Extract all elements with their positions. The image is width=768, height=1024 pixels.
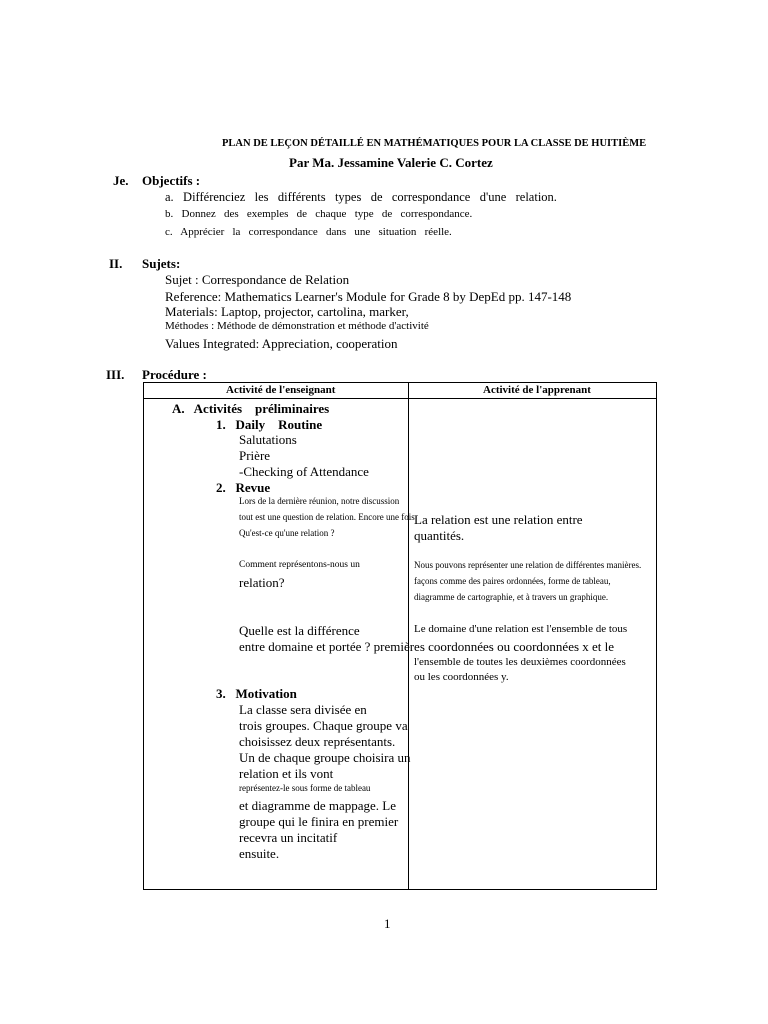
routine-item: -Checking of Attendance — [239, 464, 369, 479]
revue-line: tout est une question de relation. Encore une fois — [239, 512, 415, 522]
motivation-line: et diagramme de mappage. Le — [239, 798, 397, 813]
subjects-number: II. — [109, 256, 123, 271]
answer-domain-line1: Le domaine d'une relation est l'ensemble de tous — [414, 623, 628, 635]
objective-item-b: b. Donnez des exemples de chaque type de correspondance. — [165, 208, 473, 220]
reference-line: Reference: Mathematics Learner's Module for Grade 8 by DepEd pp. 147-148 — [165, 289, 572, 304]
answer-domain-line3: ou les coordonnées y. — [414, 671, 509, 683]
table-header-learner: Activité de l'apprenant — [483, 384, 591, 396]
document-title: PLAN DE LEÇON DÉTAILLÉ EN MATHÉMATIQUES POUR LA CLASSE DE HUITIÈME — [222, 138, 647, 149]
procedure-table — [143, 382, 657, 890]
revue-heading: 2. Revue — [216, 480, 271, 495]
subject-line: Sujet : Correspondance de Relation — [165, 272, 350, 287]
motivation-line: La classe sera divisée en — [239, 702, 367, 717]
values-line: Values Integrated: Appreciation, cooperation — [165, 336, 398, 351]
question-representation-line2: relation? — [239, 575, 285, 590]
author-line: Par Ma. Jessamine Valerie C. Cortez — [289, 155, 493, 170]
revue-line: Lors de la dernière réunion, notre discussion — [239, 496, 400, 506]
motivation-line: recevra un incitatif — [239, 830, 338, 845]
motivation-line: relation et ils vont — [239, 766, 334, 781]
preliminary-activities-heading: A. Activités préliminaires — [172, 401, 330, 416]
daily-routine-heading: 1. Daily Routine — [216, 417, 323, 432]
answer-relation-line1: La relation est une relation entre — [414, 512, 583, 527]
motivation-small-line: représentez-le sous forme de tableau — [239, 783, 371, 793]
motivation-heading: 3. Motivation — [216, 686, 297, 701]
table-header-divider — [143, 398, 657, 399]
answer-representation-line: façons comme des paires ordonnées, forme de tableau, — [414, 576, 611, 586]
procedure-title: Procédure : — [142, 367, 207, 382]
objective-item-a: a. Différenciez les différents types de correspondance d'une relation. — [165, 190, 557, 204]
procedure-number: III. — [106, 367, 125, 382]
motivation-line: trois groupes. Chaque groupe va — [239, 718, 408, 733]
table-column-divider — [408, 382, 409, 890]
subjects-title: Sujets: — [142, 256, 181, 271]
revue-line: Qu'est-ce qu'une relation ? — [239, 528, 335, 538]
routine-item: Prière — [239, 448, 271, 463]
routine-item: Salutations — [239, 432, 297, 447]
answer-domain-line2: l'ensemble de toutes les deuxièmes coordonnées — [414, 656, 626, 668]
table-header-teacher: Activité de l'enseignant — [226, 384, 336, 396]
motivation-line: groupe qui le finira en premier — [239, 814, 399, 829]
motivation-line: Un de chaque groupe choisira un — [239, 750, 411, 765]
motivation-line: ensuite. — [239, 846, 280, 861]
motivation-line: choisissez deux représentants. — [239, 734, 396, 749]
objectives-title: Objectifs : — [142, 173, 201, 188]
page-number: 1 — [384, 916, 391, 931]
methods-line: Méthodes : Méthode de démonstration et méthode d'activité — [165, 320, 429, 332]
answer-representation-line: diagramme de cartographie, et à travers un graphique. — [414, 592, 609, 602]
objective-item-c: c. Apprécier la correspondance dans une situation réelle. — [165, 226, 452, 238]
objectives-number: Je. — [113, 173, 129, 188]
question-domain-line2: entre domaine et portée ? premières coordonnées ou coordonnées x et le — [239, 639, 615, 654]
materials-line: Materials: Laptop, projector, cartolina, marker, — [165, 304, 409, 319]
question-representation-line1: Comment représentons-nous un — [239, 560, 360, 570]
answer-representation-line: Nous pouvons représenter une relation de différentes manières. — [414, 560, 642, 570]
question-domain-line1: Quelle est la différence — [239, 623, 360, 638]
answer-relation-line2: quantités. — [414, 528, 465, 543]
